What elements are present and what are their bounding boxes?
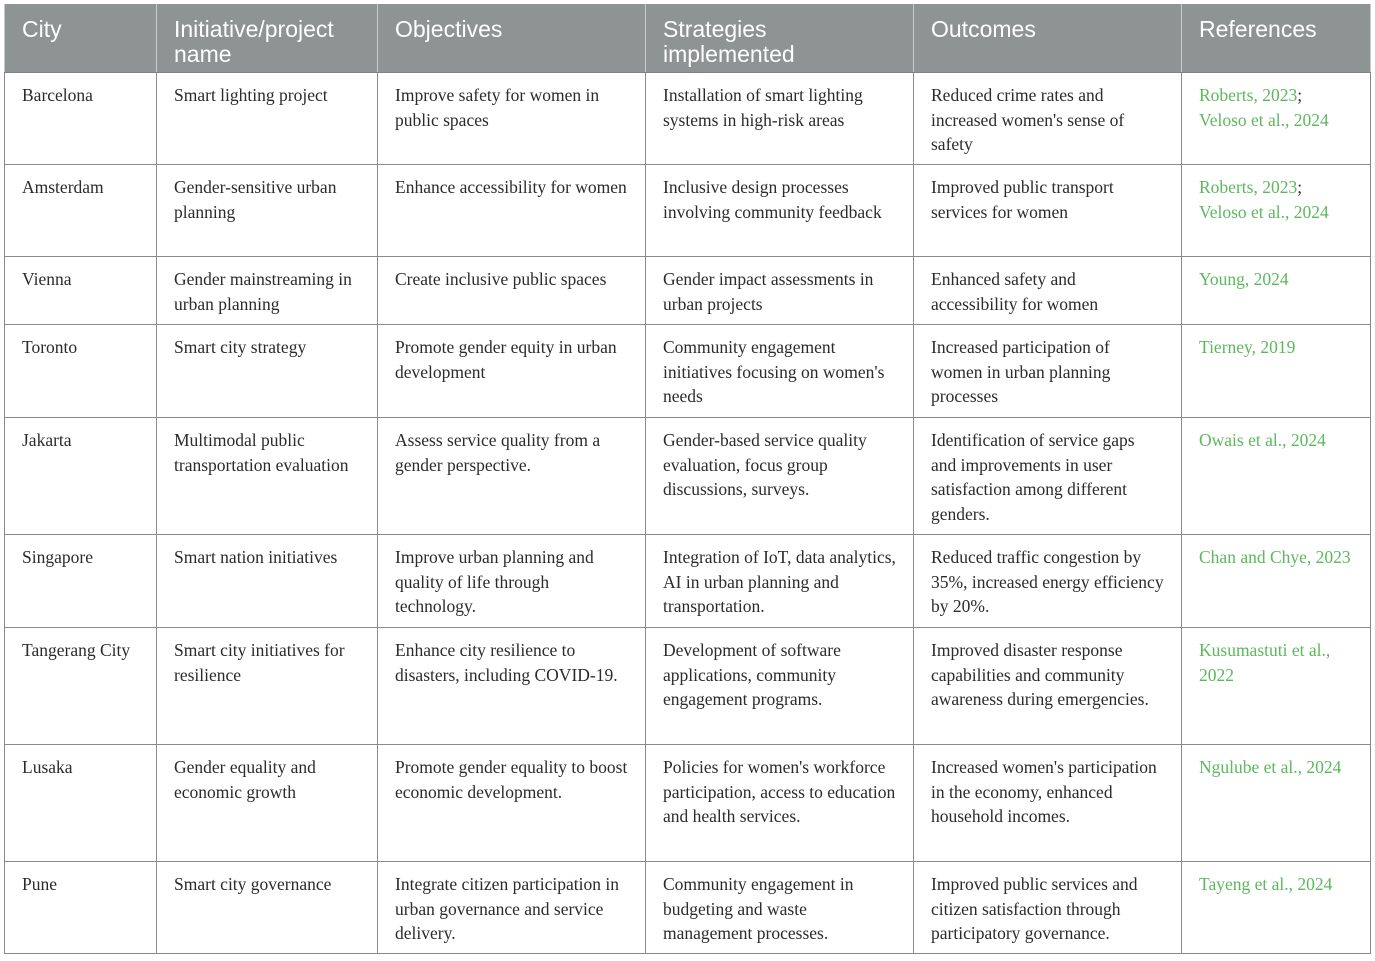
cell-outcomes: Reduced crime rates and increased women's sense of safety: [914, 73, 1182, 165]
reference-link[interactable]: Roberts, 2023: [1199, 177, 1298, 197]
cell-strategies: Integration of IoT, data analytics, AI in urban planning and transportation.: [646, 535, 914, 628]
city-initiatives-table: [4, 4, 1371, 954]
cell-references: [1182, 628, 1371, 745]
table-body: [5, 73, 1371, 954]
cell-outcomes: Reduced traffic congestion by 35%, increased energy efficiency by 20%.: [914, 535, 1182, 628]
table-header-row: [5, 4, 1371, 73]
reference-link[interactable]: Kusumastuti et al., 2022: [1199, 640, 1331, 685]
cell-objectives: Create inclusive public spaces: [378, 257, 646, 325]
cell-strategies: Inclusive design processes involving community feedback: [646, 165, 914, 257]
cell-references: [1182, 257, 1371, 325]
cell-initiative: Gender mainstreaming in urban planning: [157, 257, 378, 325]
cell-city: Pune: [5, 862, 157, 954]
reference-link[interactable]: Ngulube et al., 2024: [1199, 757, 1342, 777]
cell-city: Vienna: [5, 257, 157, 325]
table-row: [5, 73, 1371, 165]
cell-initiative: Smart city initiatives for resilience: [157, 628, 378, 745]
cell-references: [1182, 862, 1371, 954]
header-references: References: [1182, 4, 1371, 73]
reference-link[interactable]: Tayeng et al., 2024: [1199, 874, 1333, 894]
cell-references: [1182, 325, 1371, 418]
cell-outcomes: Identification of service gaps and improvements in user satisfaction among different genders.: [914, 418, 1182, 535]
cell-strategies: Gender-based service quality evaluation, focus group discussions, surveys.: [646, 418, 914, 535]
cell-outcomes: Increased participation of women in urban planning processes: [914, 325, 1182, 418]
cell-strategies: Policies for women's workforce participation, access to education and health services.: [646, 745, 914, 862]
cell-city: Lusaka: [5, 745, 157, 862]
table-row: [5, 628, 1371, 745]
cell-strategies: Community engagement in budgeting and waste management processes.: [646, 862, 914, 954]
cell-strategies: Development of software applications, community engagement programs.: [646, 628, 914, 745]
cell-outcomes: Increased women's participation in the economy, enhanced household incomes.: [914, 745, 1182, 862]
cell-references: [1182, 165, 1371, 257]
header-initiative: Initiative/project name: [157, 4, 378, 73]
cell-objectives: Promote gender equality to boost economic development.: [378, 745, 646, 862]
table-row: [5, 165, 1371, 257]
cell-city: Toronto: [5, 325, 157, 418]
cell-city: Singapore: [5, 535, 157, 628]
reference-separator: ;: [1297, 177, 1303, 197]
cell-initiative: Smart nation initiatives: [157, 535, 378, 628]
table-row: [5, 745, 1371, 862]
reference-link[interactable]: Veloso et al., 2024: [1199, 201, 1329, 222]
cell-references: [1182, 418, 1371, 535]
table-row: [5, 535, 1371, 628]
reference-link[interactable]: Chan and Chye, 2023: [1199, 547, 1351, 567]
cell-initiative: Smart city strategy: [157, 325, 378, 418]
cell-objectives: Assess service quality from a gender perspective.: [378, 418, 646, 535]
cell-city: Barcelona: [5, 73, 157, 165]
table-row: [5, 257, 1371, 325]
table-row: [5, 325, 1371, 418]
cell-initiative: Smart city governance: [157, 862, 378, 954]
cell-strategies: Community engagement initiatives focusing on women's needs: [646, 325, 914, 418]
reference-link[interactable]: Tierney, 2019: [1199, 337, 1296, 357]
cell-strategies: Gender impact assessments in urban projects: [646, 257, 914, 325]
cell-outcomes: Improved public services and citizen satisfaction through participatory governance.: [914, 862, 1182, 954]
cell-initiative: Gender equality and economic growth: [157, 745, 378, 862]
table-row: [5, 862, 1371, 954]
cell-outcomes: Improved public transport services for women: [914, 165, 1182, 257]
cell-initiative: Multimodal public transportation evaluation: [157, 418, 378, 535]
cell-objectives: Enhance city resilience to disasters, including COVID-19.: [378, 628, 646, 745]
header-city: City: [5, 4, 157, 73]
table-row: [5, 418, 1371, 535]
header-objectives: Objectives: [378, 4, 646, 73]
cell-city: Jakarta: [5, 418, 157, 535]
reference-link[interactable]: Young, 2024: [1199, 269, 1289, 289]
cell-outcomes: Enhanced safety and accessibility for women: [914, 257, 1182, 325]
reference-link[interactable]: Veloso et al., 2024: [1199, 109, 1329, 130]
cell-objectives: Enhance accessibility for women: [378, 165, 646, 257]
reference-link[interactable]: Owais et al., 2024: [1199, 430, 1326, 450]
cell-objectives: Integrate citizen participation in urban governance and service delivery.: [378, 862, 646, 954]
cell-objectives: Improve urban planning and quality of life through technology.: [378, 535, 646, 628]
header-outcomes: Outcomes: [914, 4, 1182, 73]
cell-references: [1182, 73, 1371, 165]
cell-city: Tangerang City: [5, 628, 157, 745]
cell-strategies: Installation of smart lighting systems in high-risk areas: [646, 73, 914, 165]
reference-link[interactable]: Roberts, 2023: [1199, 85, 1298, 105]
cell-objectives: Improve safety for women in public spaces: [378, 73, 646, 165]
cell-references: [1182, 745, 1371, 862]
cell-outcomes: Improved disaster response capabilities and community awareness during emergencies.: [914, 628, 1182, 745]
cell-objectives: Promote gender equity in urban development: [378, 325, 646, 418]
cell-initiative: Gender-sensitive urban planning: [157, 165, 378, 257]
header-strategies: Strategies implemented: [646, 4, 914, 73]
cell-initiative: Smart lighting project: [157, 73, 378, 165]
reference-separator: ;: [1297, 85, 1303, 105]
cell-references: [1182, 535, 1371, 628]
cell-city: Amsterdam: [5, 165, 157, 257]
